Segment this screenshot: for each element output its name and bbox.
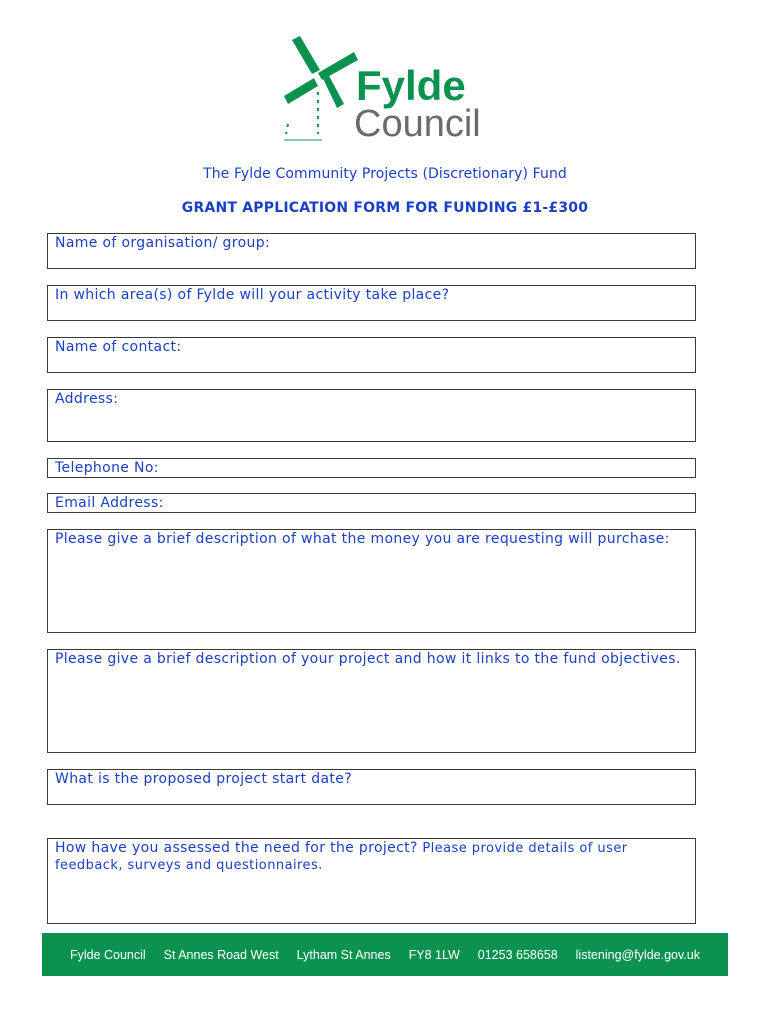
need-assessment-field[interactable] (47, 838, 696, 924)
logo-line1: Fylde (356, 62, 466, 109)
project-description-field[interactable] (47, 649, 696, 753)
address-label: Address: (55, 391, 119, 407)
organisation-field[interactable] (47, 233, 696, 269)
project-label: Please give a brief description of your project and how it links to the fund objectives. (55, 651, 681, 667)
footer-postcode: FY8 1LW (408, 947, 460, 962)
area-field[interactable] (47, 285, 696, 321)
telephone-field[interactable] (47, 458, 696, 478)
email-field[interactable] (47, 493, 696, 513)
footer-street: St Annes Road West (163, 947, 279, 962)
address-field[interactable] (47, 389, 696, 442)
need-hint: Please provide details of user feedback, surveys and questionnaires. (55, 841, 628, 873)
logo-line2: Council (354, 103, 481, 142)
contact-field[interactable] (47, 337, 696, 373)
telephone-label: Telephone No: (55, 460, 159, 476)
footer-email[interactable]: listening@fylde.gov.uk (575, 947, 700, 962)
area-label: In which area(s) of Fylde will your activity take place? (55, 287, 450, 303)
need-label: How have you assessed the need for the project? (55, 840, 418, 856)
purchase-description-field[interactable] (47, 529, 696, 633)
purchase-label: Please give a brief description of what the money you are requesting will purchase: (55, 531, 670, 547)
fylde-council-logo (282, 36, 492, 142)
footer-org: Fylde Council (69, 947, 146, 962)
windmill-logo-icon (282, 36, 492, 142)
footer-town: Lytham St Annes (296, 947, 391, 962)
fund-name: The Fylde Community Projects (Discretionary) Fund (203, 166, 567, 182)
start-date-label: What is the proposed project start date? (55, 771, 352, 787)
footer-bar (42, 933, 728, 976)
form-heading: GRANT APPLICATION FORM FOR FUNDING £1-£300 (181, 200, 589, 216)
contact-label: Name of contact: (55, 339, 182, 355)
organisation-label: Name of organisation/ group: (55, 235, 271, 251)
email-label: Email Address: (55, 495, 164, 511)
start-date-field[interactable] (47, 769, 696, 805)
footer-phone: 01253 658658 (477, 947, 558, 962)
